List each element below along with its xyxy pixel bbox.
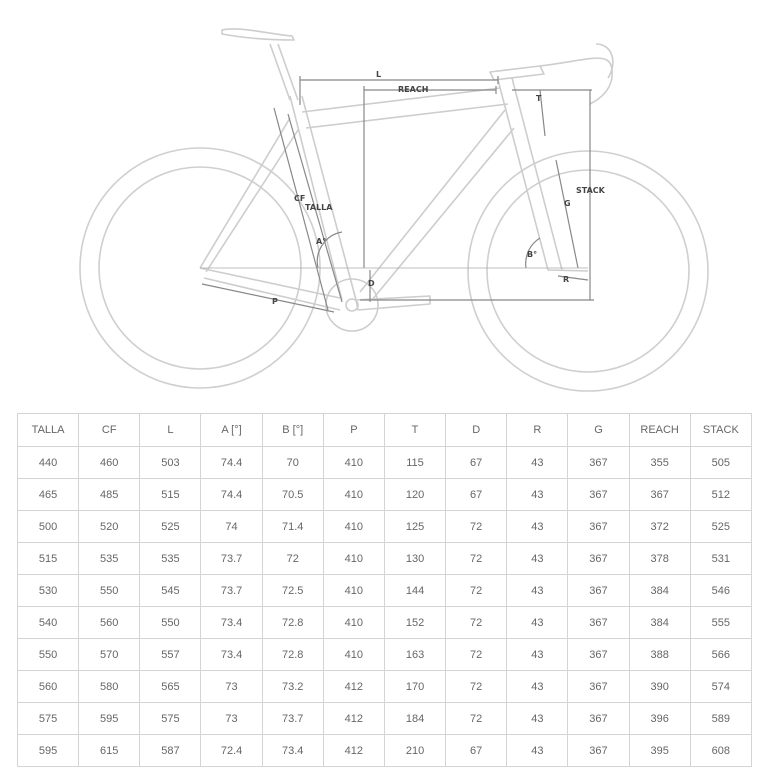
table-cell: 531	[690, 543, 751, 575]
table-cell: 566	[690, 639, 751, 671]
label-r: R	[563, 275, 570, 284]
table-cell: 170	[384, 671, 445, 703]
table-cell: 210	[384, 735, 445, 767]
table-cell: 70.5	[262, 479, 323, 511]
table-cell: 73.4	[262, 735, 323, 767]
column-header: L	[140, 414, 201, 447]
label-stack: STACK	[576, 186, 605, 195]
table-cell: 608	[690, 735, 751, 767]
table-cell: 390	[629, 671, 690, 703]
table-cell: 72.8	[262, 607, 323, 639]
table-row	[18, 447, 752, 479]
label-d: D	[368, 279, 375, 288]
table-cell: 367	[568, 703, 629, 735]
column-header: A [°]	[201, 414, 262, 447]
table-cell: 72.4	[201, 735, 262, 767]
table-cell: 43	[507, 671, 568, 703]
table-cell: 43	[507, 543, 568, 575]
table-cell: 412	[323, 735, 384, 767]
table-cell: 367	[568, 511, 629, 543]
table-cell: 73.7	[262, 703, 323, 735]
table-cell: 73.7	[201, 543, 262, 575]
table-cell: 410	[323, 543, 384, 575]
table-cell: 515	[140, 479, 201, 511]
table-cell: 72.5	[262, 575, 323, 607]
table-cell: 74	[201, 511, 262, 543]
column-header: P	[323, 414, 384, 447]
table-cell: 72	[446, 543, 507, 575]
table-cell: 73.2	[262, 671, 323, 703]
table-cell: 43	[507, 447, 568, 479]
table-cell: 384	[629, 575, 690, 607]
label-g: G	[564, 199, 571, 208]
table-body	[18, 447, 752, 767]
table-cell: 384	[629, 607, 690, 639]
table-row	[18, 543, 752, 575]
table-cell: 72	[446, 511, 507, 543]
table-row	[18, 479, 752, 511]
table-cell: 540	[18, 607, 79, 639]
table-row	[18, 671, 752, 703]
table-cell: 574	[690, 671, 751, 703]
table-cell: 535	[79, 543, 140, 575]
table-cell: 115	[384, 447, 445, 479]
table-cell: 555	[690, 607, 751, 639]
table-row	[18, 607, 752, 639]
column-header: STACK	[690, 414, 751, 447]
table-row	[18, 735, 752, 767]
column-header: REACH	[629, 414, 690, 447]
table-cell: 378	[629, 543, 690, 575]
table-cell: 557	[140, 639, 201, 671]
table-cell: 512	[690, 479, 751, 511]
table-cell: 43	[507, 607, 568, 639]
table-cell: 43	[507, 575, 568, 607]
table-cell: 396	[629, 703, 690, 735]
table-cell: 130	[384, 543, 445, 575]
column-header: B [°]	[262, 414, 323, 447]
table-cell: 372	[629, 511, 690, 543]
table-cell: 525	[140, 511, 201, 543]
label-t: T	[536, 94, 542, 103]
table-cell: 525	[690, 511, 751, 543]
table-cell: 550	[79, 575, 140, 607]
measurement-lines	[200, 76, 594, 312]
table-cell: 184	[384, 703, 445, 735]
table-cell: 615	[79, 735, 140, 767]
column-header: R	[507, 414, 568, 447]
table-cell: 73	[201, 671, 262, 703]
table-cell: 410	[323, 575, 384, 607]
table-cell: 410	[323, 607, 384, 639]
table-cell: 73.4	[201, 639, 262, 671]
table-cell: 550	[140, 607, 201, 639]
table-cell: 43	[507, 735, 568, 767]
table-cell: 120	[384, 479, 445, 511]
table-cell: 67	[446, 479, 507, 511]
table-cell: 72	[446, 639, 507, 671]
table-cell: 72	[446, 671, 507, 703]
table-cell: 367	[568, 607, 629, 639]
column-header: G	[568, 414, 629, 447]
table-cell: 152	[384, 607, 445, 639]
table-cell: 43	[507, 511, 568, 543]
table-cell: 410	[323, 479, 384, 511]
table-cell: 73	[201, 703, 262, 735]
table-cell: 505	[690, 447, 751, 479]
label-cf: CF	[294, 194, 306, 203]
table-cell: 587	[140, 735, 201, 767]
table-cell: 595	[18, 735, 79, 767]
table-row	[18, 511, 752, 543]
table-cell: 530	[18, 575, 79, 607]
table-cell: 580	[79, 671, 140, 703]
table-cell: 74.4	[201, 447, 262, 479]
table-cell: 412	[323, 703, 384, 735]
table-cell: 367	[568, 447, 629, 479]
table-header-row	[18, 414, 752, 447]
table-cell: 500	[18, 511, 79, 543]
table-cell: 72	[446, 703, 507, 735]
label-a-angle: A°	[316, 237, 327, 246]
table-cell: 535	[140, 543, 201, 575]
table-cell: 163	[384, 639, 445, 671]
table-cell: 144	[384, 575, 445, 607]
column-header: T	[384, 414, 445, 447]
table-cell: 367	[568, 639, 629, 671]
table-row	[18, 575, 752, 607]
label-reach: REACH	[398, 85, 429, 94]
table-cell: 367	[568, 543, 629, 575]
table-cell: 72	[262, 543, 323, 575]
column-header: D	[446, 414, 507, 447]
table-cell: 503	[140, 447, 201, 479]
table-cell: 74.4	[201, 479, 262, 511]
table-cell: 515	[18, 543, 79, 575]
table-cell: 560	[79, 607, 140, 639]
table-cell: 388	[629, 639, 690, 671]
label-p: P	[272, 297, 278, 306]
table-cell: 72.8	[262, 639, 323, 671]
table-cell: 367	[568, 671, 629, 703]
table-cell: 125	[384, 511, 445, 543]
table-cell: 460	[79, 447, 140, 479]
table-cell: 72	[446, 575, 507, 607]
table-row	[18, 703, 752, 735]
table-cell: 367	[629, 479, 690, 511]
table-cell: 545	[140, 575, 201, 607]
table-cell: 70	[262, 447, 323, 479]
column-header: TALLA	[18, 414, 79, 447]
table-cell: 589	[690, 703, 751, 735]
table-cell: 570	[79, 639, 140, 671]
table-row	[18, 639, 752, 671]
table-cell: 43	[507, 479, 568, 511]
table-cell: 67	[446, 735, 507, 767]
label-l: L	[376, 70, 382, 79]
table-cell: 546	[690, 575, 751, 607]
table-cell: 410	[323, 447, 384, 479]
table-cell: 410	[323, 639, 384, 671]
column-header: CF	[79, 414, 140, 447]
label-b-angle: B°	[527, 250, 538, 259]
table-cell: 367	[568, 575, 629, 607]
table-cell: 73.7	[201, 575, 262, 607]
table-cell: 550	[18, 639, 79, 671]
table-cell: 440	[18, 447, 79, 479]
table-cell: 560	[18, 671, 79, 703]
table-cell: 43	[507, 639, 568, 671]
bike-frame	[200, 29, 613, 331]
table-cell: 565	[140, 671, 201, 703]
label-talla: TALLA	[305, 203, 333, 212]
table-cell: 465	[18, 479, 79, 511]
table-cell: 73.4	[201, 607, 262, 639]
table-cell: 395	[629, 735, 690, 767]
table-cell: 367	[568, 479, 629, 511]
table-cell: 72	[446, 607, 507, 639]
table-cell: 410	[323, 511, 384, 543]
table-cell: 520	[79, 511, 140, 543]
table-cell: 67	[446, 447, 507, 479]
table-cell: 43	[507, 703, 568, 735]
table-cell: 595	[79, 703, 140, 735]
table-cell: 412	[323, 671, 384, 703]
geometry-table	[17, 413, 752, 767]
table-cell: 485	[79, 479, 140, 511]
table-cell: 575	[140, 703, 201, 735]
table-cell: 575	[18, 703, 79, 735]
table-cell: 367	[568, 735, 629, 767]
table-cell: 71.4	[262, 511, 323, 543]
table-cell: 355	[629, 447, 690, 479]
